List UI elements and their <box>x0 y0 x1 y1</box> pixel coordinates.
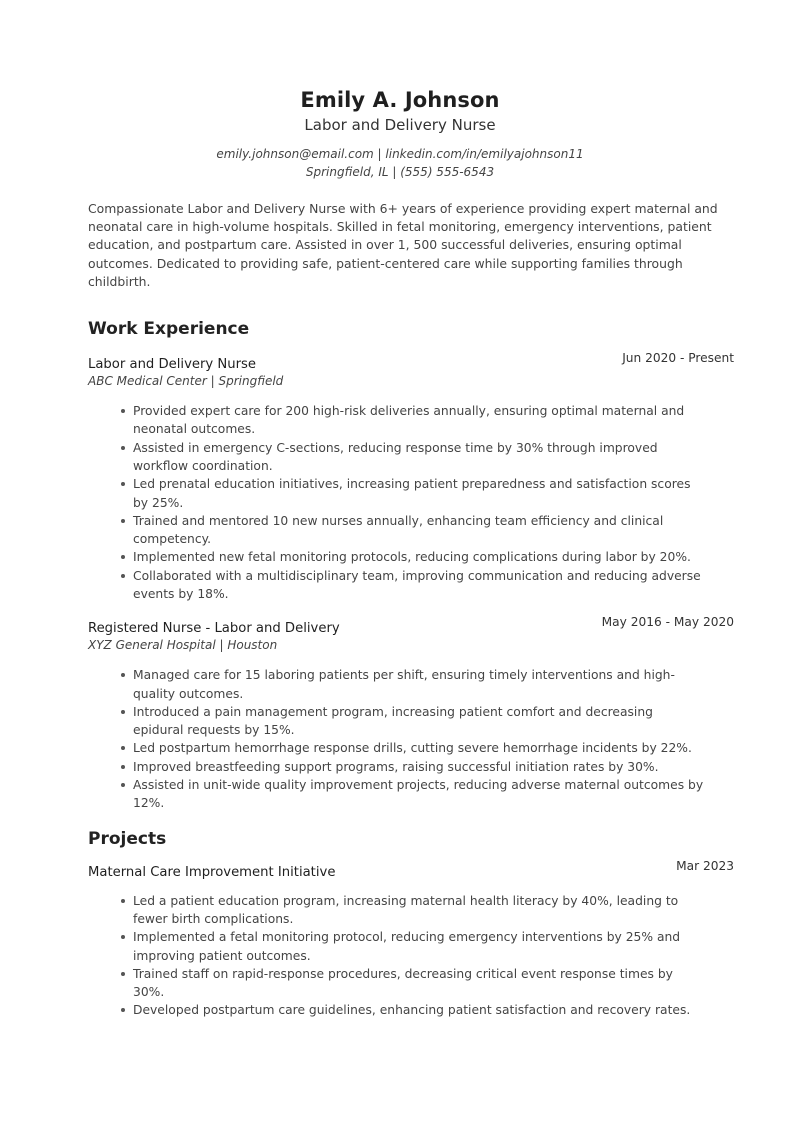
job-organization: XYZ General Hospital | Houston <box>88 638 278 653</box>
job-bullet-list <box>88 666 736 812</box>
section-title-work-experience: Work Experience <box>88 319 250 340</box>
job-header <box>88 617 736 636</box>
job-title: Registered Nurse - Labor and Delivery <box>88 621 340 637</box>
list-item: Trained and mentored 10 new nurses annually, enhancing team efficiency and clinical competency. <box>133 512 736 549</box>
list-item: Assisted in emergency C-sections, reducing response time by 30% through improved workflow coordination. <box>133 439 736 476</box>
list-item: Led postpartum hemorrhage response drills, cutting severe hemorrhage incidents by 22%. <box>133 739 736 757</box>
list-item: Improved breastfeeding support programs, raising successful initiation rates by 30%. <box>133 758 736 776</box>
list-item: Managed care for 15 laboring patients per shift, ensuring timely interventions and high-quality outcomes. <box>133 666 736 703</box>
list-item: Collaborated with a multidisciplinary team, improving communication and reducing adverse events by 18%. <box>133 567 736 604</box>
project-header <box>88 858 736 880</box>
list-item: Implemented new fetal monitoring protocols, reducing complications during labor by 20%. <box>133 548 736 566</box>
list-item: Implemented a fetal monitoring protocol, reducing emergency interventions by 25% and improving patient outcomes. <box>133 928 736 965</box>
job-date: May 2016 - May 2020 <box>601 615 734 630</box>
list-item: Assisted in unit-wide quality improvement projects, reducing adverse maternal outcomes by 12%. <box>133 776 736 813</box>
list-item: Introduced a pain management program, increasing patient comfort and decreasing epidural requests by 15%. <box>133 703 736 740</box>
professional-summary: Compassionate Labor and Delivery Nurse with 6+ years of experience providing expert maternal and neonatal care in high-volume hospitals. Skilled in fetal monitoring, emergency interventions, patient education, and postpartum care. Assisted in over 1, 500 successful deliveries, ensuring optimal outcomes. Dedicated to providing safe, patient-centered care while supporting families through childbirth. <box>88 201 718 289</box>
list-item: Trained staff on rapid-response procedures, decreasing critical event response times by 30%. <box>133 965 736 1002</box>
job-header <box>88 353 736 372</box>
list-item: Provided expert care for 200 high-risk deliveries annually, ensuring optimal maternal and neonatal outcomes. <box>133 402 736 439</box>
list-item: Developed postpartum care guidelines, enhancing patient satisfaction and recovery rates. <box>133 1001 736 1019</box>
job-entry <box>88 617 736 812</box>
candidate-title: Labor and Delivery Nurse <box>304 116 496 134</box>
project-bullet-list <box>88 892 736 1020</box>
resume-body <box>88 200 736 1020</box>
job-date: Jun 2020 - Present <box>622 351 734 366</box>
section-title-projects: Projects <box>88 828 167 849</box>
project-date: Mar 2023 <box>676 858 734 873</box>
list-item: Led a patient education program, increasing maternal health literacy by 40%, leading to fewer birth complications. <box>133 892 736 929</box>
job-organization: ABC Medical Center | Springfield <box>88 374 284 389</box>
job-title: Labor and Delivery Nurse <box>88 357 257 373</box>
contact-location-phone: Springfield, IL | (555) 555-6543 <box>305 165 495 179</box>
list-item: Led prenatal education initiatives, increasing patient preparedness and satisfaction scores by 25%. <box>133 475 736 512</box>
project-entry <box>88 858 736 1020</box>
candidate-name: Emily A. Johnson <box>300 88 500 112</box>
project-title: Maternal Care Improvement Initiative <box>88 864 336 880</box>
resume-header <box>0 86 800 181</box>
job-entry <box>88 353 736 603</box>
contact-email-linkedin: emily.johnson@email.com | linkedin.com/in/emilyajohnson11 <box>216 147 584 161</box>
job-bullet-list <box>88 402 736 603</box>
